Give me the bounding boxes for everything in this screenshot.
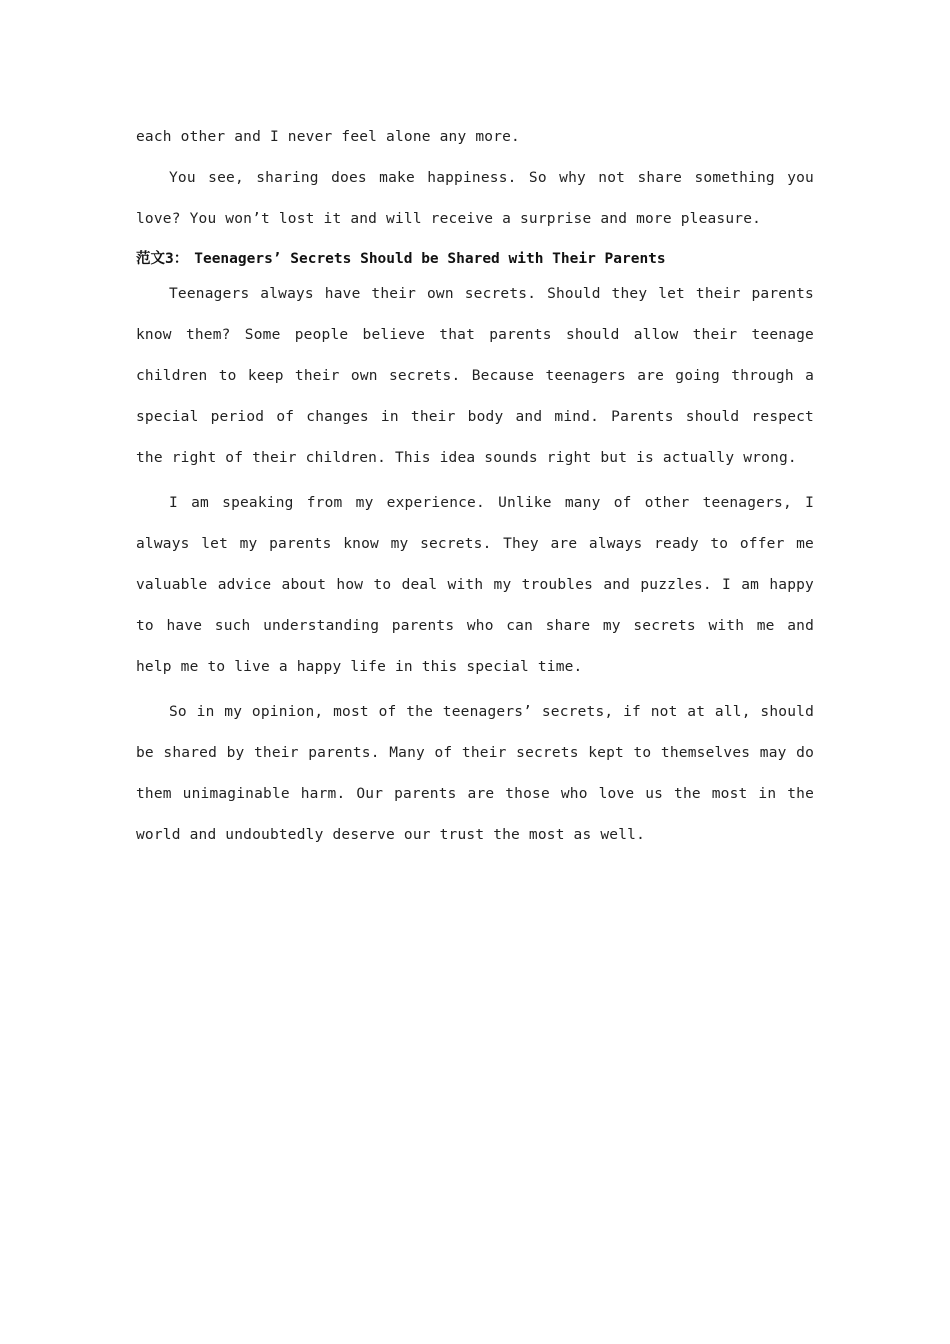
- essay-paragraph-2: I am speaking from my experience. Unlike many of other teenagers, I always let my parents know my secrets. They are always ready to offer me valuable advice about how to deal with my troubles and puzzles. I am happy to have such understanding parents who can share my secrets with me and help me to live a happy life in this special time.: [136, 495, 814, 675]
- closing-paragraph: You see, sharing does make happiness. So why not share something you love? You won’t lost it and will receive a surprise and more pleasure.: [136, 170, 814, 227]
- essay-paragraph-3: So in my opinion, most of the teenagers’ secrets, if not at all, should be shared by their parents. Many of their secrets kept to themselves may do them unimaginable harm. Our parents are those who love us the most in the world and undoubtedly deserve our trust the most as well.: [136, 704, 814, 843]
- heading-title: Teenagers’ Secrets Should be Shared with Their Parents: [194, 251, 666, 267]
- essay-paragraph-1: Teenagers always have their own secrets. Should they let their parents know them? Some people believe that parents should allow their teenage children to keep their own secrets. Because teenagers are going through a special period of changes in their body and mind. Parents should respect the right of their children. This idea sounds right but is actually wrong.: [136, 286, 814, 466]
- essay-heading: [136, 244, 814, 274]
- continuation-paragraph: each other and I never feel alone any more.: [136, 129, 520, 145]
- heading-label: 范文3：: [136, 251, 189, 267]
- document-page: [136, 122, 814, 860]
